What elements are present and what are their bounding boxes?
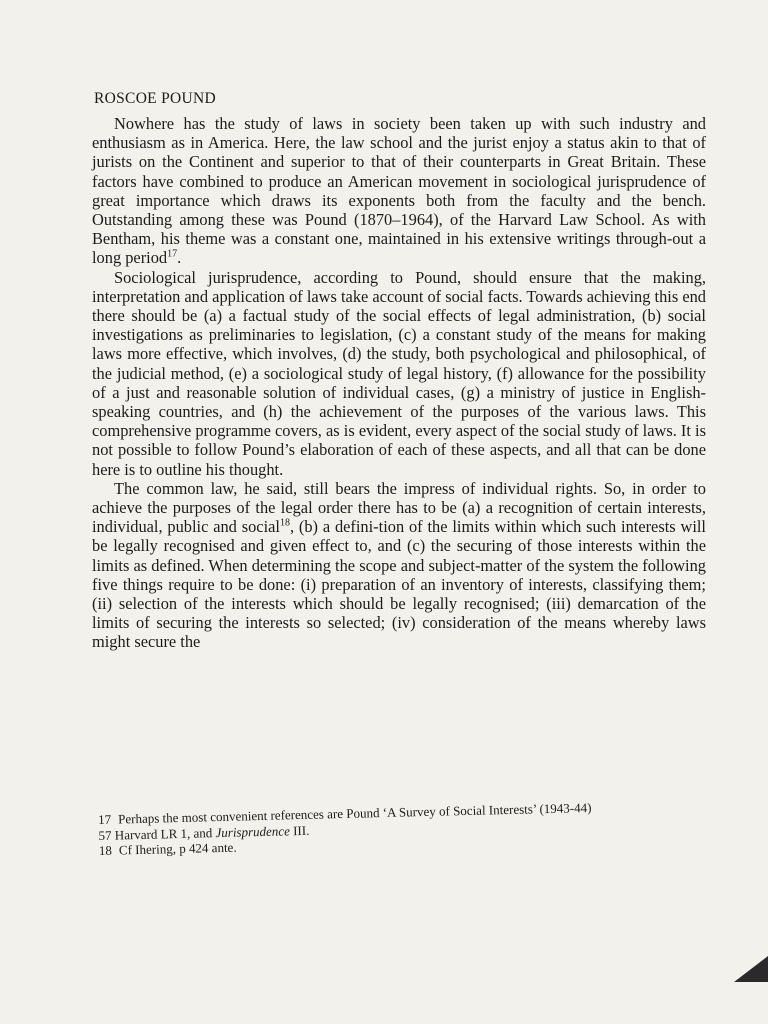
footnote-17: 17 Perhaps the most convenient references are Pound ‘A Survey of Social Interests’ (1943-44) (98, 799, 592, 827)
footnote-17-continued: 57 Harvard LR 1, and Jurisprudence III. (98, 822, 310, 843)
footnote-number: 18 (98, 842, 113, 858)
page-corner-shadow (734, 956, 768, 982)
paragraph-intro: Nowhere has the study of laws in society been taken up with such industry and enthusiasm as in America. Here, the law school and the jurist enjoy a status akin to that of jurists on the Continent and superior to that of their counterparts in Great Britain. These factors have combined to produce an American movement in sociological jurisprudence of great importance which draws its exponents both from the faculty and the bench. Outstanding among these was Pound (1870–1964), of the Harvard Law School. As with Bentham, his theme was a constant one, maintained in his extensive writings through-out a long period$^{17}$. (92, 114, 706, 268)
paragraph-programme: Sociological jurisprudence, according to Pound, should ensure that the making, interpretation and application of laws take account of social facts. Towards achieving this end there should be (a) a factual study of the social effects of legal administration, (b) social investigations as preliminaries to legislation, (c) a constant study of the means for making laws more effective, which involves, (d) the study, both psychological and philosophical, of the judicial method, (e) a sociological study of legal history, (f) allowance for the possibility of a just and reasonable solution of individual cases, (g) a ministry of justice in English-speaking countries, and (h) the achievement of the purposes of the various laws. This comprehensive programme covers, as is evident, every aspect of the social study of laws. It is not possible to follow Pound’s elaboration of each of these aspects, and all that can be done here is to outline his thought. (92, 267, 706, 479)
footnotes (98, 797, 719, 859)
footnote-ref-18[interactable]: 18 (279, 517, 290, 529)
book-page (92, 90, 706, 652)
paragraph-common-law: The common law, he said, still bears the impress of individual rights. So, in order to achieve the purposes of the legal order there has to be (a) a recognition of certain interests, individual, public and social$^{18}$, (b) a defini-tion of the limits within which such interests will be legally recognised and given effect to, and (c) the securing of those interests within the limits as defined. When determining the scope and subject-matter of the system the following five things require to be done: (i) preparation of an inventory of interests, classifying them; (ii) selection of the interests which should be legally recognised; (iii) demarcation of the limits of securing the interests so selected; (iv) consideration of the means whereby laws might secure the (92, 478, 706, 652)
footnote-ref-17[interactable]: 17 (167, 248, 178, 260)
footnote-number: 17 (98, 811, 112, 827)
section-heading: ROSCOE POUND (94, 90, 217, 107)
footnote-18: 18 Cf Ihering, p 424 ante. (98, 839, 237, 858)
book-title: Jurisprudence (215, 822, 291, 840)
